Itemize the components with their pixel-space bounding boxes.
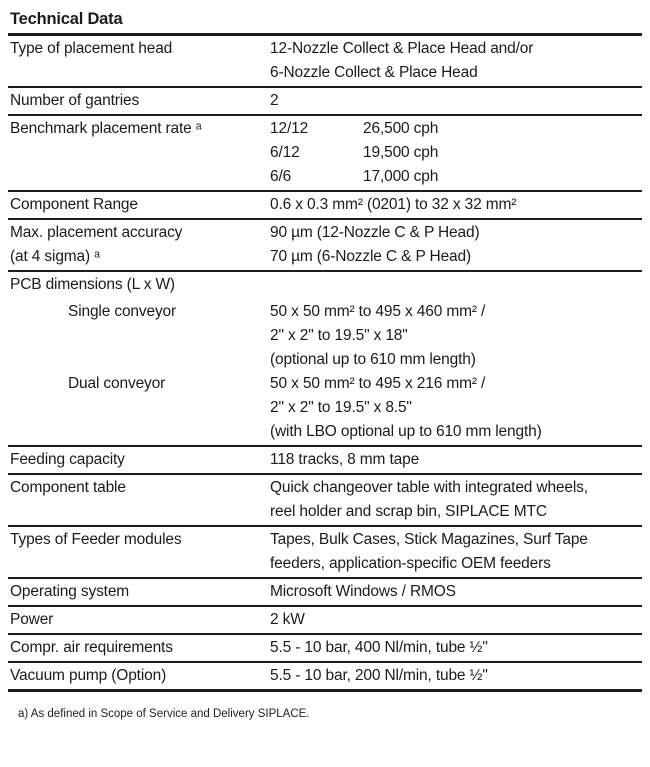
- value-line: 0.6 x 0.3 mm² (0201) to 32 x 32 mm²: [270, 196, 517, 213]
- value-line: 2" x 2" to 19.5" x 18": [270, 327, 408, 344]
- row-label: Types of Feeder modules: [10, 531, 182, 548]
- row-label: [8, 221, 270, 269]
- row-label: Vacuum pump (Option): [10, 667, 167, 684]
- row-label: Component Range: [10, 196, 138, 213]
- row-value: [270, 476, 642, 524]
- row-label: PCB dimensions (L x W): [10, 276, 175, 293]
- rate-config: 6/6: [270, 168, 292, 185]
- value-line: 118 tracks, 8 mm tape: [270, 451, 420, 468]
- rate-config: 12/12: [270, 120, 309, 137]
- row-label: Benchmark placement rate ᵃ: [10, 120, 202, 137]
- value-line: 90 µm (12-Nozzle C & P Head): [270, 224, 480, 241]
- label-line: (at 4 sigma) ᵃ: [10, 248, 100, 265]
- value-line: 6-Nozzle Collect & Place Head: [270, 64, 478, 81]
- row-label: Type of placement head: [10, 40, 173, 57]
- row-max-placement-accuracy: [8, 220, 642, 272]
- rate-value: 19,500 cph: [363, 144, 439, 161]
- row-compressed-air-requirements: [8, 635, 642, 663]
- subrow-label: Dual conveyor: [68, 375, 166, 392]
- rate-pair: [270, 165, 642, 189]
- row-label: Power: [10, 611, 54, 628]
- row-label: Component table: [10, 479, 126, 496]
- value-line: Quick changeover table with integrated wheels,: [270, 479, 588, 496]
- row-value: [270, 528, 642, 576]
- rate-value: 26,500 cph: [363, 120, 439, 137]
- label-line: Max. placement accuracy: [10, 224, 183, 241]
- subrow-value: [270, 372, 642, 444]
- row-value: [270, 636, 642, 660]
- value-line: 2 kW: [270, 611, 305, 628]
- value-line: 12-Nozzle Collect & Place Head and/or: [270, 40, 534, 57]
- value-line: reel holder and scrap bin, SIPLACE MTC: [270, 503, 547, 520]
- row-operating-system: [8, 579, 642, 607]
- footnote: a) As defined in Scope of Service and Delivery SIPLACE.: [18, 708, 310, 720]
- row-type-of-placement-head: [8, 36, 642, 88]
- subrow-value: [270, 300, 642, 372]
- rate-value: 17,000 cph: [363, 168, 439, 185]
- value-line: 5.5 - 10 bar, 400 Nl/min, tube ½": [270, 639, 488, 656]
- value-line: (optional up to 610 mm length): [270, 351, 476, 368]
- value-line: 2" x 2" to 19.5" x 8.5": [270, 399, 412, 416]
- value-line: feeders, application-specific OEM feeders: [270, 555, 551, 572]
- value-line: Microsoft Windows / RMOS: [270, 583, 456, 600]
- row-number-of-gantries: [8, 88, 642, 116]
- row-benchmark-placement-rate: [8, 116, 642, 192]
- row-label: Number of gantries: [10, 92, 140, 109]
- row-label: Operating system: [10, 583, 130, 600]
- row-value: [270, 608, 642, 632]
- subrow-dual-conveyor: [8, 372, 642, 444]
- row-component-table: [8, 475, 642, 527]
- subrow-label: Single conveyor: [68, 303, 177, 320]
- subrow-single-conveyor: [8, 300, 642, 372]
- value-line: 5.5 - 10 bar, 200 Nl/min, tube ½": [270, 667, 488, 684]
- row-value: [270, 221, 642, 269]
- row-value: [270, 117, 642, 189]
- value-line: 50 x 50 mm² to 495 x 216 mm² /: [270, 375, 486, 392]
- row-vacuum-pump: [8, 663, 642, 692]
- value-line: 2: [270, 92, 279, 109]
- row-component-range: [8, 192, 642, 220]
- rate-config: 6/12: [270, 144, 300, 161]
- row-value: [270, 89, 642, 113]
- row-value: [270, 448, 642, 472]
- row-feeding-capacity: [8, 447, 642, 475]
- row-value: [270, 37, 642, 85]
- value-line: 50 x 50 mm² to 495 x 460 mm² /: [270, 303, 486, 320]
- row-feeder-modules: [8, 527, 642, 579]
- rate-pair: [270, 117, 642, 141]
- row-power: [8, 607, 642, 635]
- row-value: [270, 664, 642, 688]
- value-line: 70 µm (6-Nozzle C & P Head): [270, 248, 471, 265]
- row-label: Feeding capacity: [10, 451, 125, 468]
- value-line: (with LBO optional up to 610 mm length): [270, 423, 542, 440]
- page-title: Technical Data: [8, 8, 642, 36]
- row-value: [270, 580, 642, 604]
- rate-pair: [270, 141, 642, 165]
- row-pcb-dimensions: [8, 272, 642, 447]
- value-line: Tapes, Bulk Cases, Stick Magazines, Surf Tape: [270, 531, 588, 548]
- row-value: [270, 193, 642, 217]
- row-label: Compr. air requirements: [10, 639, 173, 656]
